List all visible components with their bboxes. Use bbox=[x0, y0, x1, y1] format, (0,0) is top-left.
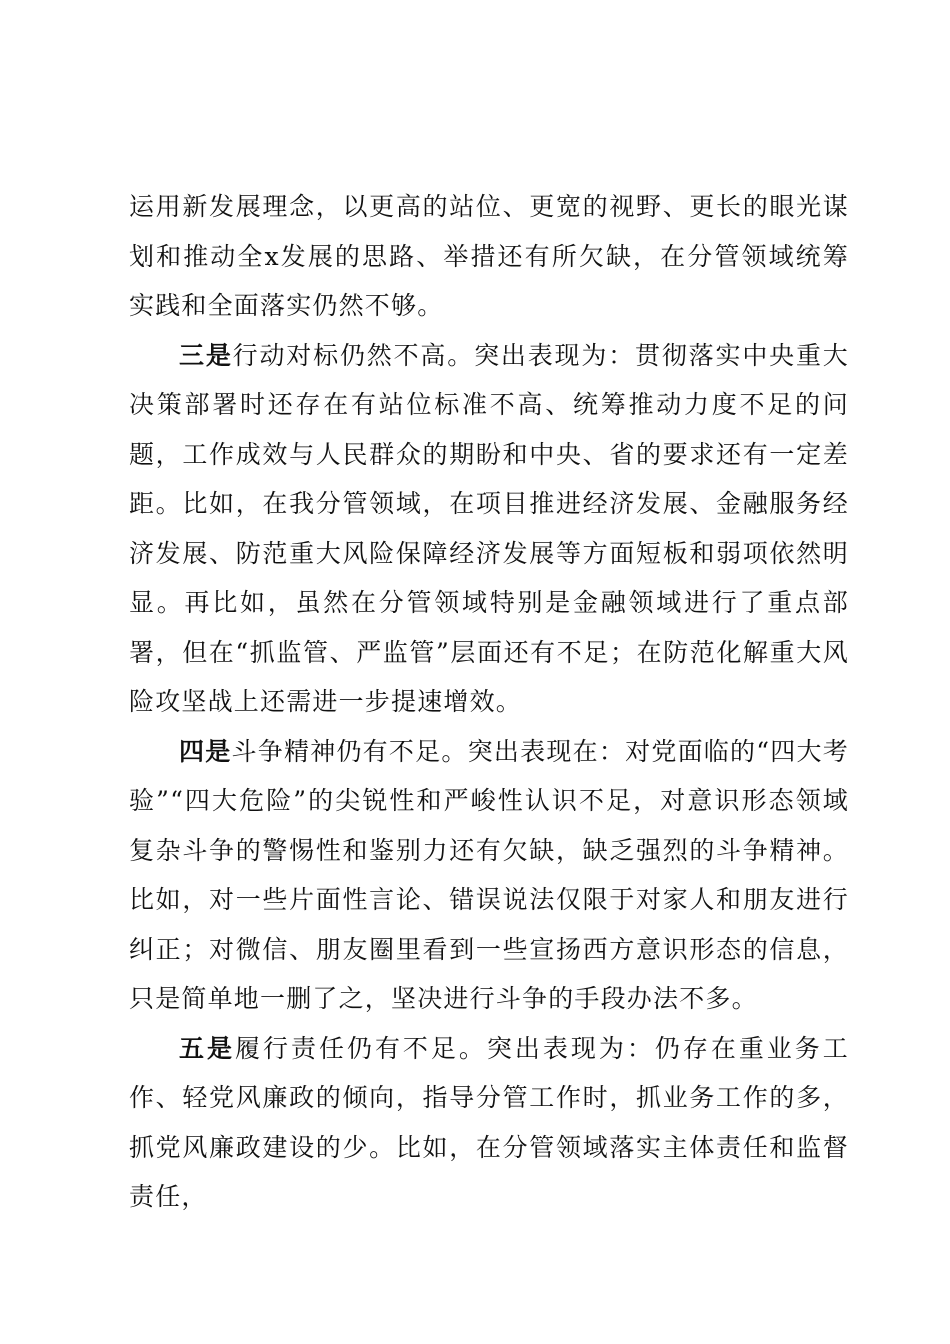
paragraph-1 bbox=[129, 182, 849, 331]
paragraph-3-lead: 四是 bbox=[179, 736, 232, 766]
paragraph-2 bbox=[129, 331, 849, 727]
paragraph-3-text: 斗争精神仍有不足。突出表现在：对党面临的“四大考验”“四大危险”的尖锐性和严峻性认识不足，对意识形态领域复杂斗争的警惕性和鉴别力还有欠缺，缺乏强烈的斗争精神。比如，对一些片面性言论、错误说法仅限于对家人和朋友进行纠正；对微信、朋友圈里看到一些宣扬西方意识形态的信息，只是简单地一删了之，坚决进行斗争的手段办法不多。 bbox=[129, 736, 849, 1013]
paragraph-3 bbox=[129, 727, 849, 1024]
paragraph-2-text: 行动对标仍然不高。突出表现为：贯彻落实中央重大决策部署时还存在有站位标准不高、统筹推动力度不足的问题，工作成效与人民群众的期盼和中央、省的要求还有一定差距。比如，在我分管领域，在项目推进经济发展、金融服务经济发展、防范重大风险保障经济发展等方面短板和弱项依然明显。再比如，虽然在分管领域特别是金融领域进行了重点部署，但在“抓监管、严监管”层面还有不足；在防范化解重大风险攻坚战上还需进一步提速增效。 bbox=[129, 340, 849, 716]
paragraph-4-text: 履行责任仍有不足。突出表现为：仍存在重业务工作、轻党风廉政的倾向，指导分管工作时，抓业务工作的多，抓党风廉政建设的少。比如，在分管领域落实主体责任和监督责任， bbox=[129, 1033, 849, 1211]
document-body bbox=[129, 182, 849, 1222]
paragraph-1-text: 运用新发展理念，以更高的站位、更宽的视野、更长的眼光谋划和推动全x发展的思路、举措还有所欠缺，在分管领域统筹实践和全面落实仍然不够。 bbox=[129, 192, 849, 320]
paragraph-4-lead: 五是 bbox=[179, 1033, 235, 1063]
paragraph-4 bbox=[129, 1024, 849, 1222]
paragraph-2-lead: 三是 bbox=[179, 340, 233, 370]
